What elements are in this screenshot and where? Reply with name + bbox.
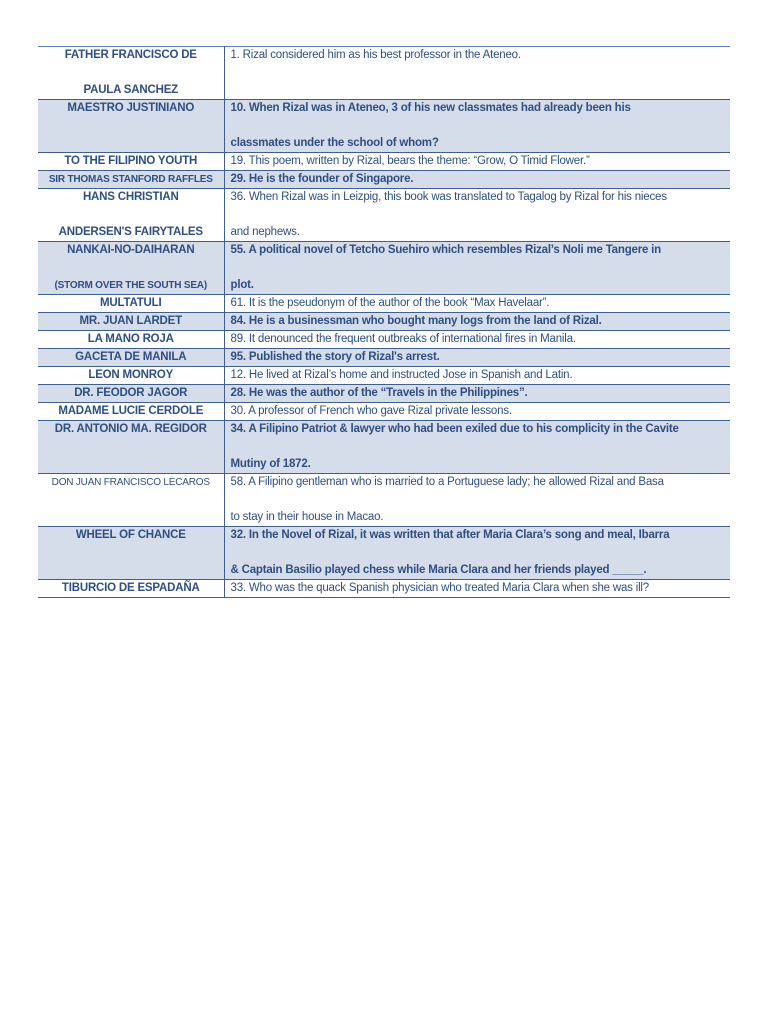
- clue-cell: [224, 189, 730, 242]
- table-row: [38, 153, 730, 171]
- answer-line: NANKAI-NO-DAIHARAN: [67, 244, 195, 256]
- clue-line: 61. It is the pseudonym of the author of the book “Max Havelaar”.: [230, 297, 550, 309]
- table-row: [38, 47, 730, 100]
- answer-cell: [38, 403, 224, 421]
- table-row: [38, 421, 730, 474]
- answer-line: PAULA SANCHEZ: [83, 84, 178, 96]
- answer-cell: [38, 580, 224, 598]
- answer-line: MR. JUAN LARDET: [79, 315, 182, 327]
- clue-cell: [224, 367, 730, 385]
- answer-line: TO THE FILIPINO YOUTH: [64, 155, 198, 167]
- answer-cell: [38, 171, 224, 189]
- clue-cell: [224, 474, 730, 527]
- answer-line: LA MANO ROJA: [87, 333, 174, 345]
- answer-key-sheet: [38, 46, 730, 598]
- table-row: [38, 189, 730, 242]
- clue-cell: [224, 385, 730, 403]
- clue-cell: [224, 349, 730, 367]
- answer-cell: [38, 421, 224, 474]
- answer-line: LEON MONROY: [88, 369, 174, 381]
- clue-line: Mutiny of 1872.: [230, 458, 311, 470]
- clue-cell: [224, 47, 730, 100]
- table-row: [38, 313, 730, 331]
- answer-line: ANDERSEN'S FAIRYTALES: [58, 226, 203, 238]
- answer-line: DR. ANTONIO MA. REGIDOR: [54, 423, 207, 435]
- answer-cell: [38, 242, 224, 295]
- answer-cell: [38, 153, 224, 171]
- table-row: [38, 171, 730, 189]
- answer-cell: [38, 331, 224, 349]
- clue-cell: [224, 242, 730, 295]
- clue-line: and nephews.: [230, 226, 300, 238]
- answer-line: WHEEL OF CHANCE: [75, 529, 186, 541]
- clue-line: 1. Rizal considered him as his best professor in the Ateneo.: [230, 49, 521, 61]
- table-row: [38, 527, 730, 580]
- clue-line: 55. A political novel of Tetcho Suehiro which resembles Rizal’s Noli me Tangere in: [230, 244, 661, 256]
- clue-line: 95. Published the story of Rizal's arrest.: [230, 351, 440, 363]
- clue-cell: [224, 295, 730, 313]
- clue-line: 84. He is a businessman who bought many logs from the land of Rizal.: [230, 315, 602, 327]
- answer-line: MULTATULI: [100, 297, 162, 309]
- clue-line: 32. In the Novel of Rizal, it was written that after Maria Clara’s song and meal, Ibarra: [230, 529, 670, 541]
- table-row: [38, 349, 730, 367]
- table-row: [38, 367, 730, 385]
- clue-cell: [224, 580, 730, 598]
- answer-line: HANS CHRISTIAN: [82, 191, 179, 203]
- answer-cell: [38, 527, 224, 580]
- answer-cell: [38, 47, 224, 100]
- table-row: [38, 474, 730, 527]
- answer-cell: [38, 385, 224, 403]
- clue-line: 58. A Filipino gentleman who is married to a Portuguese lady; he allowed Rizal and Basa: [230, 476, 664, 488]
- clue-cell: [224, 313, 730, 331]
- clue-line: 33. Who was the quack Spanish physician who treated Maria Clara when she was ill?: [230, 582, 649, 594]
- clue-line: 10. When Rizal was in Ateneo, 3 of his new classmates had already been his: [230, 102, 631, 114]
- answer-line: TIBURCIO DE ESPADAÑA: [61, 582, 200, 594]
- answer-line: FATHER FRANCISCO DE: [64, 49, 197, 61]
- answer-cell: [38, 313, 224, 331]
- clue-line: 36. When Rizal was in Leizpig, this book was translated to Tagalog by Rizal for his nieces: [230, 191, 667, 203]
- clue-cell: [224, 100, 730, 153]
- clue-line: 34. A Filipino Patriot & lawyer who had been exiled due to his complicity in the Cavite: [230, 423, 679, 435]
- answer-cell: [38, 189, 224, 242]
- answer-line: MAESTRO JUSTINIANO: [67, 102, 195, 114]
- table-row: [38, 100, 730, 153]
- clue-line: to stay in their house in Macao.: [230, 511, 384, 523]
- clue-line: 30. A professor of French who gave Rizal private lessons.: [230, 405, 512, 417]
- clue-cell: [224, 171, 730, 189]
- answer-line: (STORM OVER THE SOUTH SEA): [54, 280, 207, 291]
- table-row: [38, 242, 730, 295]
- clue-line: 89. It denounced the frequent outbreaks of international fires in Manila.: [230, 333, 576, 345]
- answer-line: DR. FEODOR JAGOR: [74, 387, 188, 399]
- clue-cell: [224, 421, 730, 474]
- clue-line: classmates under the school of whom?: [230, 137, 439, 149]
- clue-line: & Captain Basilio played chess while Maria Clara and her friends played _____.: [230, 564, 647, 576]
- table-row: [38, 403, 730, 421]
- clue-line: 28. He was the author of the “Travels in the Philippines”.: [230, 387, 528, 399]
- clue-cell: [224, 527, 730, 580]
- clue-cell: [224, 331, 730, 349]
- answer-line: SIR THOMAS STANFORD RAFFLES: [48, 174, 213, 185]
- table-row: [38, 385, 730, 403]
- clue-line: plot.: [230, 279, 254, 291]
- clue-line: 29. He is the founder of Singapore.: [230, 173, 414, 185]
- answer-cell: [38, 474, 224, 527]
- table-row: [38, 580, 730, 598]
- table-row: [38, 295, 730, 313]
- answer-line: GACETA DE MANILA: [75, 351, 187, 363]
- table-row: [38, 331, 730, 349]
- answer-cell: [38, 367, 224, 385]
- clue-line: 19. This poem, written by Rizal, bears the theme: “Grow, O Timid Flower.”: [230, 155, 590, 167]
- answer-cell: [38, 349, 224, 367]
- clue-cell: [224, 153, 730, 171]
- clue-cell: [224, 403, 730, 421]
- answer-cell: [38, 295, 224, 313]
- answer-line: MADAME LUCIE CERDOLE: [58, 405, 204, 417]
- answer-key-table: [38, 46, 730, 598]
- answer-cell: [38, 100, 224, 153]
- answer-line: DON JUAN FRANCISCO LECAROS: [51, 477, 210, 488]
- clue-line: 12. He lived at Rizal’s home and instructed Jose in Spanish and Latin.: [230, 369, 573, 381]
